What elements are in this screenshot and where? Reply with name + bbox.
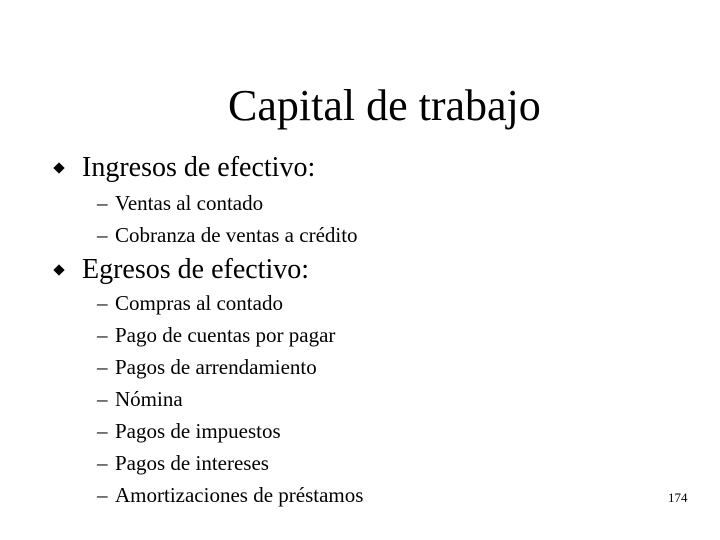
bullet-heading: Ingresos de efectivo:	[82, 152, 316, 183]
dash-marker: –	[97, 291, 108, 315]
dash-marker: –	[97, 355, 108, 379]
list-item-text: Compras al contado	[115, 291, 283, 315]
dash-marker: –	[97, 483, 108, 507]
list-item-text: Pagos de intereses	[115, 451, 269, 475]
list-item-text: Pago de cuentas por pagar	[115, 323, 336, 347]
bullet-heading: Egresos de efectivo:	[82, 254, 310, 285]
dash-marker: –	[97, 223, 108, 247]
diamond-bullet-icon	[53, 162, 64, 173]
list-item-text: Nómina	[115, 387, 183, 411]
page-number: 174	[668, 490, 688, 505]
list-item-text: Cobranza de ventas a crédito	[115, 223, 358, 247]
list-item-text: Amortizaciones de préstamos	[115, 483, 364, 507]
list-item-text: Pagos de arrendamiento	[115, 355, 317, 379]
list-item-text: Ventas al contado	[115, 191, 264, 215]
dash-marker: –	[97, 387, 108, 411]
diamond-bullet-icon	[53, 264, 64, 275]
list-item-text: Pagos de impuestos	[115, 419, 281, 443]
dash-marker: –	[97, 451, 108, 475]
slide-title: Capital de trabajo	[228, 81, 541, 130]
dash-marker: –	[97, 191, 108, 215]
dash-marker: –	[97, 419, 108, 443]
dash-marker: –	[97, 323, 108, 347]
